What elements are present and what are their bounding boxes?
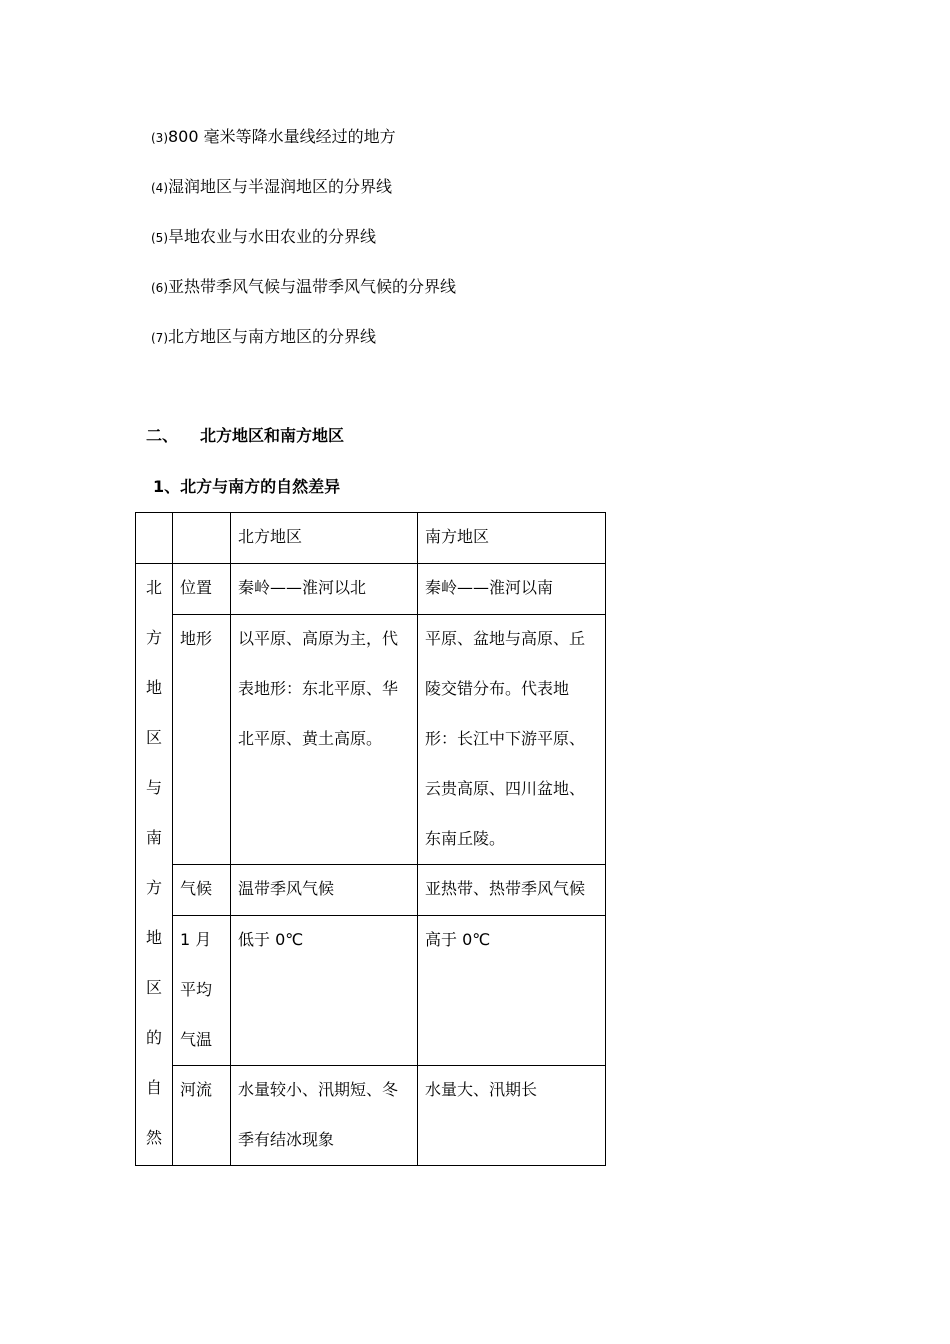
row-south: 高于 0℃ (418, 916, 606, 1066)
row-north: 温带季风气候 (231, 865, 418, 916)
table-row (136, 564, 606, 615)
list-number: (3) (151, 131, 168, 145)
section-heading (146, 423, 344, 449)
section-number: 二、 (146, 426, 179, 445)
row-item: 气候 (173, 865, 231, 916)
header-empty-cell (136, 513, 173, 564)
section-title: 北方地区和南方地区 (200, 426, 345, 445)
list-number: (7) (151, 331, 168, 345)
table-row (136, 865, 606, 916)
header-south: 南方地区 (418, 513, 606, 564)
table-row (136, 916, 606, 1066)
row-north: 水量较小、汛期短、冬季有结冰现象 (231, 1066, 418, 1166)
row-south: 水量大、汛期长 (418, 1066, 606, 1166)
list-text: 旱地农业与水田农业的分界线 (168, 227, 377, 246)
row-item: 河流 (173, 1066, 231, 1166)
side-label-cell: 北 方 地 区 与 南 方 地 区 的 自 然 (136, 564, 173, 1166)
list-text: 北方地区与南方地区的分界线 (168, 327, 377, 346)
list-number: (4) (151, 181, 168, 195)
row-item: 位置 (173, 564, 231, 615)
list-number: (5) (151, 231, 168, 245)
table-header-row (136, 513, 606, 564)
list-text: 800 毫米等降水量线经过的地方 (168, 127, 396, 146)
row-item: 1 月平均气温 (173, 916, 231, 1066)
row-north: 以平原、高原为主，代表地形：东北平原、华北平原、黄土高原。 (231, 615, 418, 865)
row-south: 平原、盆地与高原、丘陵交错分布。代表地形：长江中下游平原、云贵高原、四川盆地、东南丘陵。 (418, 615, 606, 865)
table-row (136, 615, 606, 865)
header-empty-cell (173, 513, 231, 564)
row-north: 低于 0℃ (231, 916, 418, 1066)
list-item (151, 224, 456, 274)
table-row (136, 1066, 606, 1166)
row-south: 秦岭——淮河以南 (418, 564, 606, 615)
list-text: 亚热带季风气候与温带季风气候的分界线 (168, 277, 457, 296)
list-item (151, 174, 456, 224)
subsection-heading: 1、北方与南方的自然差异 (153, 477, 341, 496)
list-item (151, 124, 456, 174)
row-item: 地形 (173, 615, 231, 865)
row-south: 亚热带、热带季风气候 (418, 865, 606, 916)
comparison-table (135, 512, 606, 1166)
list-text: 湿润地区与半湿润地区的分界线 (168, 177, 393, 196)
list-item (151, 324, 456, 374)
criteria-list (151, 124, 456, 374)
list-number: (6) (151, 281, 168, 295)
row-north: 秦岭——淮河以北 (231, 564, 418, 615)
header-north: 北方地区 (231, 513, 418, 564)
list-item (151, 274, 456, 324)
